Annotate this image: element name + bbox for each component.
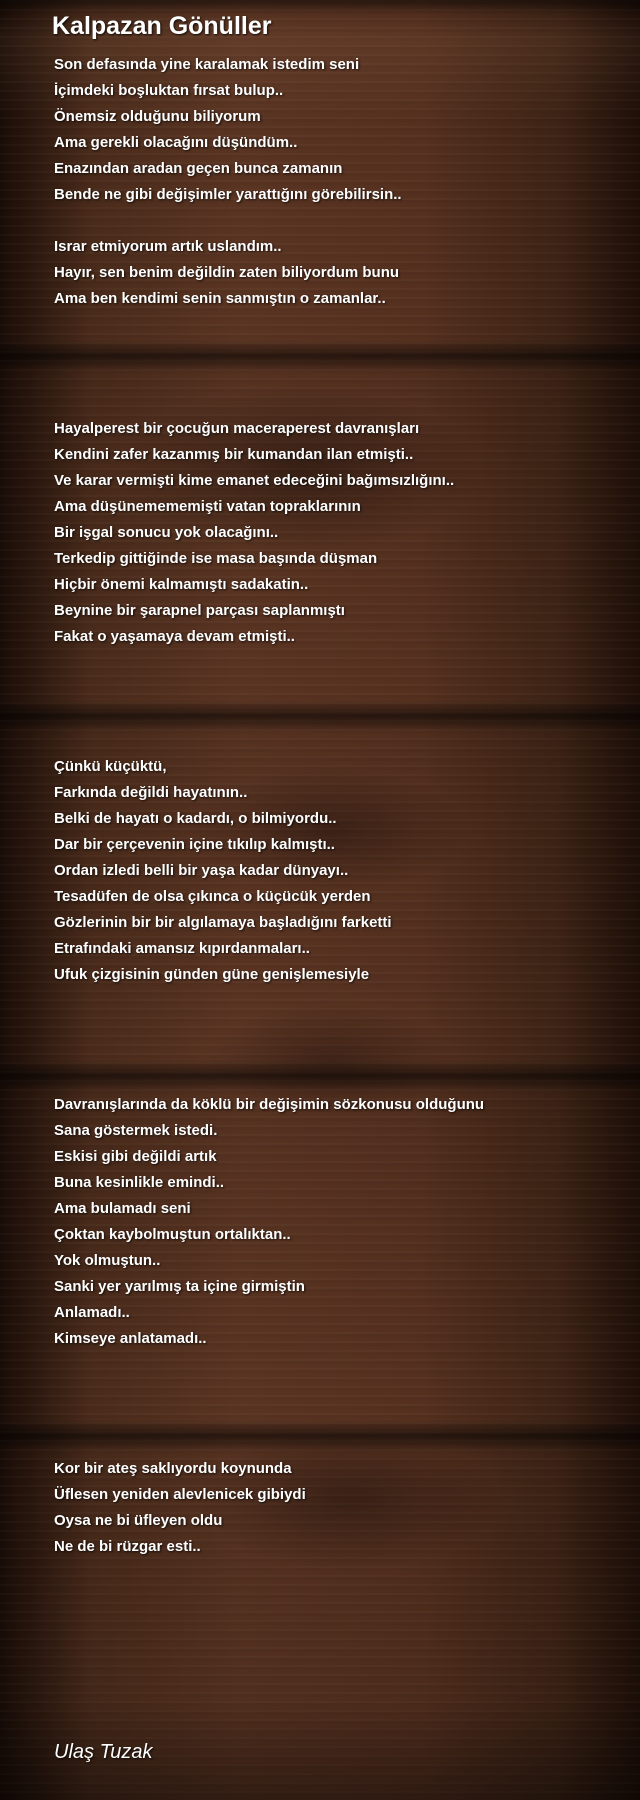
poem-line: Bir işgal sonucu yok olacağını.. <box>54 524 279 541</box>
poem-line: Sana göstermek istedi. <box>54 1122 218 1139</box>
stanza-3 <box>54 416 614 650</box>
stanza-gap <box>54 312 614 416</box>
poem-line: Ama bulamadı seni <box>54 1200 191 1217</box>
poem-line: Bende ne gibi değişimler yarattığını görebilirsin.. <box>54 186 402 203</box>
poem-author: Ulaş Tuzak <box>54 1741 153 1763</box>
poem-line: Üflesen yeniden alevlenicek gibiydi <box>54 1486 306 1503</box>
poem-line: Etrafındaki amansız kıpırdanmaları.. <box>54 940 310 957</box>
poem-title: Kalpazan Gönüller <box>52 12 272 40</box>
poem-line: Çünkü küçüktü, <box>54 758 167 775</box>
poem-line: Hayalperest bir çocuğun maceraperest davranışları <box>54 420 420 437</box>
stanza-gap <box>54 988 614 1092</box>
poem-line: Önemsiz olduğunu biliyorum <box>54 108 261 125</box>
poem-line: Kendini zafer kazanmış bir kumandan ilan etmişti.. <box>54 446 414 463</box>
stanza-gap <box>54 208 614 234</box>
stanza-4 <box>54 754 614 988</box>
poem-line: Sanki yer yarılmış ta içine girmiştin <box>54 1278 305 1295</box>
poem-line: Hayır, sen benim değildin zaten biliyordum bunu <box>54 264 400 281</box>
poem-line: Terkedip gittiğinde ise masa başında düşman <box>54 550 378 567</box>
poem-line: Davranışlarında da köklü bir değişimin sözkonusu olduğunu <box>54 1096 485 1113</box>
poem-line: Yok olmuştun.. <box>54 1252 161 1269</box>
stanza-6 <box>54 1456 614 1560</box>
poem-line: Çoktan kaybolmuştun ortalıktan.. <box>54 1226 291 1243</box>
poem-line: Gözlerinin bir bir algılamaya başladığını farketti <box>54 914 392 931</box>
poem-line: Son defasında yine karalamak istedim seni <box>54 56 360 73</box>
poem-line: Anlamadı.. <box>54 1304 130 1321</box>
poem-line: Eskisi gibi değildi artık <box>54 1148 217 1165</box>
poem-line: Tesadüfen de olsa çıkınca o küçücük yerden <box>54 888 371 905</box>
stanza-2 <box>54 234 614 312</box>
poem-line: Buna kesinlikle emindi.. <box>54 1174 225 1191</box>
poem-line: Ve karar vermişti kime emanet edeceğini bağımsızlığını.. <box>54 472 455 489</box>
poem-line: Enazından aradan geçen bunca zamanın <box>54 160 343 177</box>
poem-line: İçimdeki boşluktan fırsat bulup.. <box>54 82 284 99</box>
stanza-5 <box>54 1092 614 1352</box>
stanza-gap <box>54 650 614 754</box>
poem-line: Ama gerekli olacağını düşündüm.. <box>54 134 298 151</box>
poem-line: Ordan izledi belli bir yaşa kadar dünyayı.. <box>54 862 349 879</box>
poem-line: Farkında değildi hayatının.. <box>54 784 248 801</box>
poem-line: Fakat o yaşamaya devam etmişti.. <box>54 628 295 645</box>
poem-line: Oysa ne bi üfleyen oldu <box>54 1512 223 1529</box>
poem-body <box>54 52 614 1560</box>
poem-line: Dar bir çerçevenin içine tıkılıp kalmıştı.. <box>54 836 335 853</box>
poem-line: Hiçbir önemi kalmamıştı sadakatin.. <box>54 576 309 593</box>
stanza-gap <box>54 1352 614 1456</box>
poem-line: Beynine bir şarapnel parçası saplanmıştı <box>54 602 345 619</box>
poem-line: Belki de hayatı o kadardı, o bilmiyordu.. <box>54 810 337 827</box>
poem-line: Ama ben kendimi senin sanmıştın o zamanlar.. <box>54 290 386 307</box>
poem-line: Kimseye anlatamadı.. <box>54 1330 207 1347</box>
poem-line: Ne de bi rüzgar esti.. <box>54 1538 201 1555</box>
poem-line: Kor bir ateş saklıyordu koynunda <box>54 1460 292 1477</box>
stanza-1 <box>54 52 614 208</box>
poem-line: Ama düşünemememişti vatan topraklarının <box>54 498 361 515</box>
poem-line: Israr etmiyorum artık uslandım.. <box>54 238 282 255</box>
poem-line: Ufuk çizgisinin günden güne genişlemesiyle <box>54 966 370 983</box>
